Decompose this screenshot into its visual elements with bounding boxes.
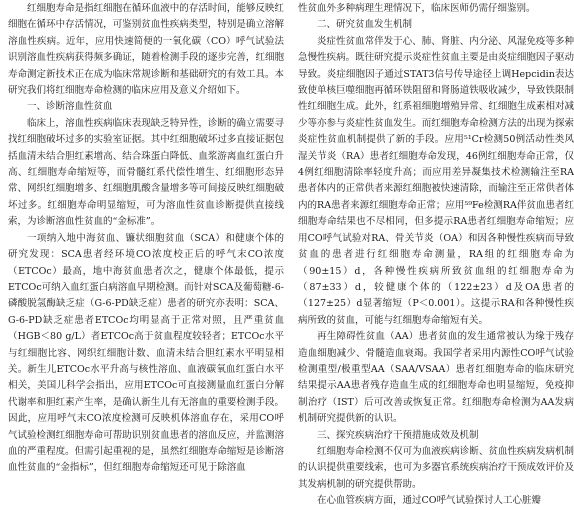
aplastic-anemia-paragraph: 再生障碍性贫血（AA）患者贫血的发生通常被认为缘于残存造血细胞减少、骨髓造血衰竭。我国学者采用内源性CO呼气试验检测重型/极重型AA（SAA/VSAA）患者红细胞寿命的临床研究结果提示AA患者残存造血生成的红细胞寿命也明显缩短，免疫抑制治疗（IST）后可改善或恢复正常。红细胞寿命检测为AA发病机制研究提供新的认识。 bbox=[298, 331, 574, 425]
section-heading-2: 二、研究贫血发生机制 bbox=[317, 19, 413, 31]
right-column bbox=[298, 1, 574, 510]
treatment-evaluation-paragraph: 红细胞寿命检测不仅可为血液疾病诊断、贫血性疾病发病机制的认识提供重要线索，也可为多器官系统疾病治疗干预成效评价及其发病机制的研究提供帮助。 bbox=[298, 445, 574, 490]
inflammatory-anemia-paragraph: 炎症性贫血常伴发于心、肺、肾脏、内分泌、风湿免疫等多种急慢性疾病。既往研究提示炎症性贫血主要是由炎症细胞因子驱动导致。炎症细胞因子通过STAT3信号传导途径上调Hepcidin表达致使单核巨噬细胞再循环铁阻留和肾肠道铁吸收减少，导致铁限制性红细胞生成。此外，红系祖细胞增殖异常、红细胞生成素相对减少等亦参与炎症性贫血发生。而红细胞寿命检测方法的出现为探索炎症性贫血机制提供了新的手段。应用⁵¹Cr检测50例活动性类风湿关节炎（RA）患者红细胞寿命发现，46例红细胞寿命正常，仅4例红细胞清除率轻度升高；而应用差异凝集技术检测输注至RA患者体内的正常供者来源红细胞被快速清除，而输注至正常供者体内的RA患者来源红细胞寿命正常；应用⁵⁹Fe检测RA伴贫血患者红细胞寿命结果也不尽相同，但多提示RA患者红细胞寿命缩短；应用CO呼气试验对RA、骨关节炎（OA）和因各种慢性疾病而导致贫血的患者进行红细胞寿命测量，RA组的红细胞寿命为（90±15）d，各种慢性疾病所致贫血组的红细胞寿命为（87±33）d，较健康个体的（122±23）d及OA患者的（127±25）d显著缩短（P＜0.001）。这提示RA和各种慢性疾病所致的贫血，可能与红细胞寿命缩短有关。 bbox=[298, 35, 574, 326]
section-heading-1: 一、诊断溶血性贫血 bbox=[27, 101, 113, 113]
hemolysis-diagnosis-paragraph: 临床上，溶血性疾病临床表现缺乏特异性，诊断的确立需要寻找红细胞破坏过多的实验室证据。其中红细胞破坏过多直接证据包括血清未结合胆红素增高、结合珠蛋白降低、血浆游离血红蛋白升高、红细胞寿命缩短等，而骨髓红系代偿性增生、红细胞形态异常、网织红细胞增多、红细胞肌酸含量增多等可间接反映红细胞破坏过多。红细胞寿命明显缩短，可为溶血性贫血诊断提供直接线索，为诊断溶血性贫血的“金标准”。 bbox=[8, 117, 284, 228]
cardiovascular-paragraph: 在心血管疾病方面，通过CO呼气试验探讨人工心脏瓣 bbox=[317, 495, 542, 507]
intro-paragraph: 红细胞寿命是指红细胞在循环血液中的存活时间，能够反映红细胞在循环中存活情况，可鉴别贫血性疾病类型，特别是确立溶解溶血性疾病。近年，应用快速简便的一氧化碳（CO）呼气试验法识别溶血性疾病获得频多确证，随着检测手段的逐步完善，红细胞寿命测定新技术正在成为临床常规诊断和基础研究的有效工具。本研究我们将红细胞寿命检测的临床应用及意义介绍如下。 bbox=[8, 3, 284, 97]
section-heading-3: 三、探究疾病治疗干预措施成效及机制 bbox=[317, 429, 479, 441]
etco-study-paragraph: 一项纳入地中海贫血、镰状细胞贫血（SCA）和健康个体的研究发现：SCA患者经环境CO浓度校正后的呼气末CO浓度（ETCOc）最高，地中海贫血患者次之，健康个体最低，提示ETCOc可纳入血红蛋白病溶血早期检测。而针对SCA及葡萄糖-6-磷酸脱氢酶缺乏症（G-6-PD缺乏症）患者的研究亦表明：SCA、G-6-PD缺乏症患者ETCOc均明显高于正常对照，且严重贫血（HGB＜80 g/L）者ETCOc高于贫血程度较轻者；ETCOc水平与红细胞比容、网织红细胞计数、血清未结合胆红素水平明显相关。新生儿ETCOc水平升高与核性溶血、血液碳氧血红蛋白水平相关，美国儿科学会指出，应用ETCOc可直接测量血红蛋白分解代谢率和胆红素产生率，是确认新生儿有无溶血的重要检测手段。因此，应用呼气末CO浓度检测可反映机体溶血存在，采用CO呼气试验检测红细胞寿命可帮助识别贫血患者的溶血反应，并监测溶血的严重程度。但需引起重视的是，虽然红细胞寿命缩短是诊断溶血性贫血的“金指标”，但红细胞寿命缩短还可见于除溶血 bbox=[8, 232, 284, 474]
continued-paragraph: 性贫血外多种病理生理情况下，临床医师仍需仔细鉴别。 bbox=[298, 3, 536, 14]
left-column bbox=[8, 1, 284, 477]
